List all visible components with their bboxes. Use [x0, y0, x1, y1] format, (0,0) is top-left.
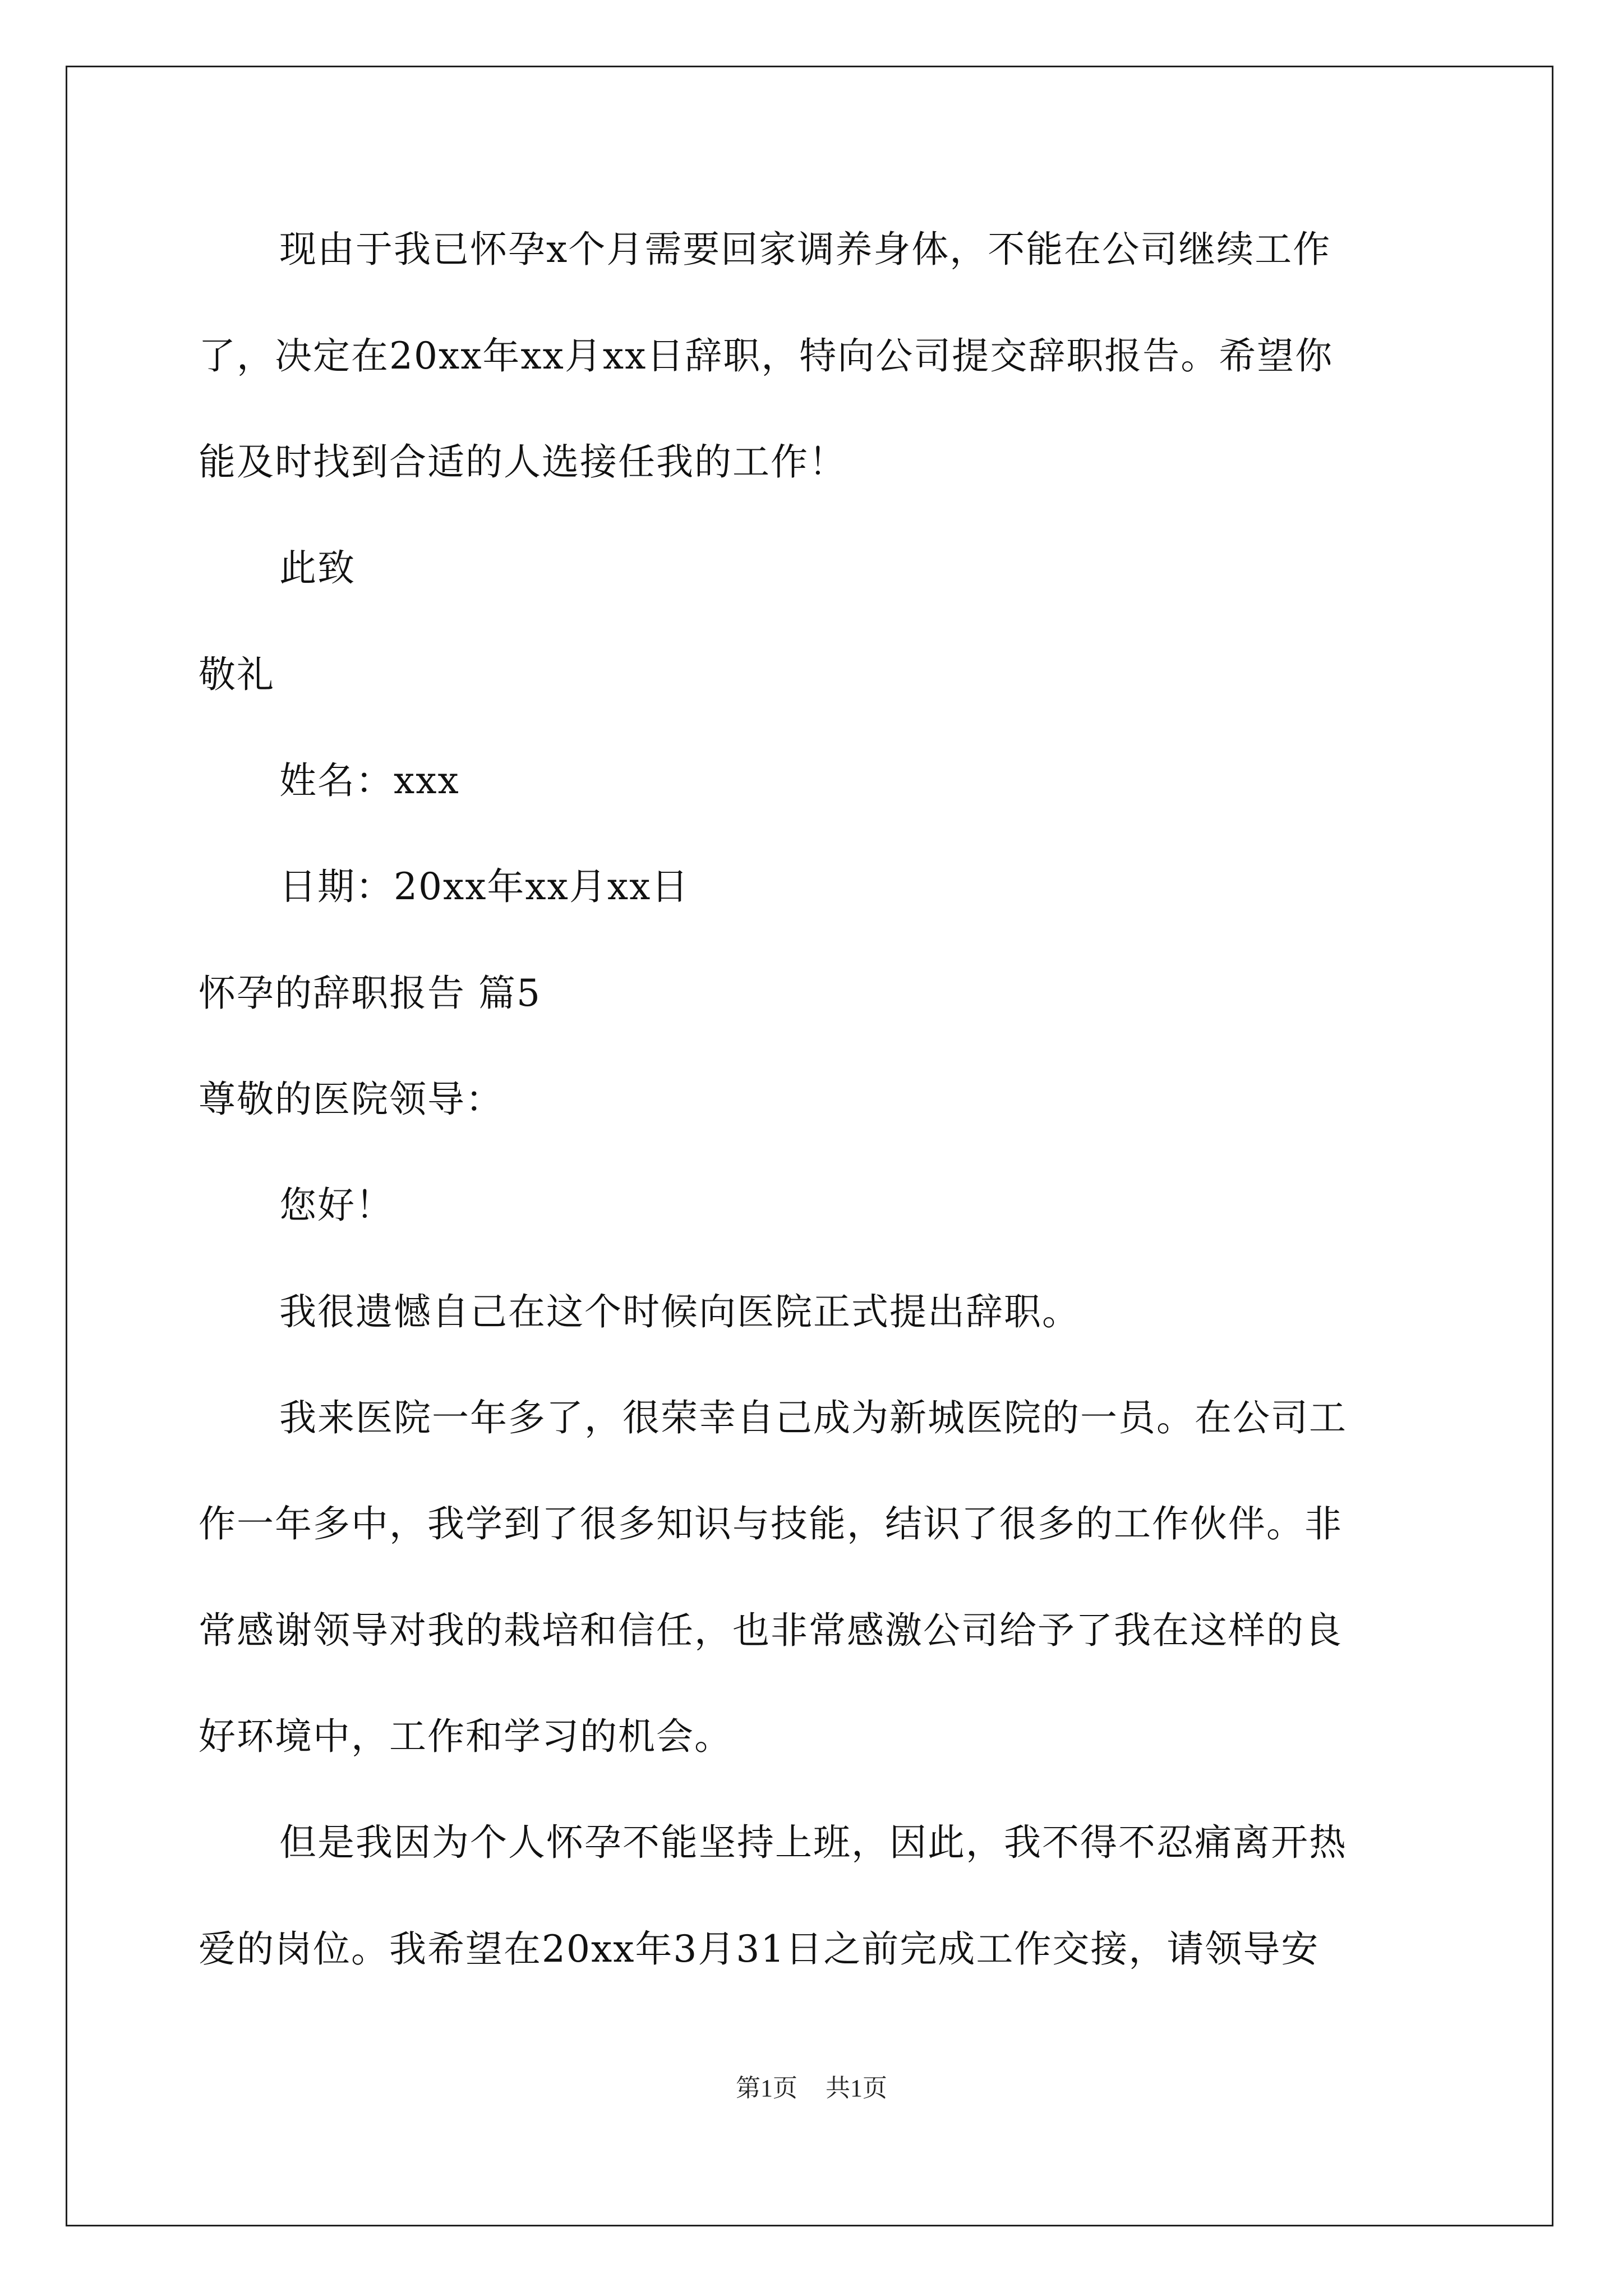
paragraph-line: 了，决定在20xx年xx月xx日辞职，特向公司提交辞职报告。希望你	[199, 334, 1334, 378]
paragraph-line: 好环境中，工作和学习的机会。	[199, 1715, 732, 1758]
closing-salutation: 此致	[279, 546, 356, 590]
paragraph-line: 但是我因为个人怀孕不能坚持上班，因此，我不得不忍痛离开热	[279, 1821, 1347, 1864]
signature-date: 日期：20xx年xx月xx日	[279, 865, 690, 908]
addressee: 尊敬的医院领导：	[199, 1078, 504, 1121]
signature-name: 姓名：xxx	[279, 759, 460, 802]
page-total: 共1页	[826, 2074, 887, 2102]
section-heading: 怀孕的辞职报告 篇5	[199, 972, 541, 1015]
greeting: 您好！	[279, 1184, 394, 1227]
paragraph-line: 我来医院一年多了，很荣幸自己成为新城医院的一员。在公司工	[279, 1396, 1347, 1439]
paragraph-line: 能及时找到合适的人选接任我的工作！	[199, 440, 847, 484]
paragraph-line: 我很遗憾自己在这个时候向医院正式提出辞职。	[279, 1290, 1080, 1333]
page-border	[66, 66, 1553, 2226]
page-footer	[0, 2073, 1623, 2104]
paragraph-line: 作一年多中，我学到了很多知识与技能，结识了很多的工作伙伴。非	[199, 1502, 1343, 1545]
paragraph-line: 现由于我已怀孕x个月需要回家调养身体，不能在公司继续工作	[279, 228, 1331, 271]
paragraph-line: 常感谢领导对我的栽培和信任，也非常感激公司给予了我在这样的良	[199, 1609, 1343, 1652]
paragraph-line: 爱的岗位。我希望在20xx年3月31日之前完成工作交接，请领导安	[199, 1927, 1320, 1971]
closing-regards: 敬礼	[199, 653, 275, 696]
page-number: 第1页	[736, 2074, 797, 2102]
